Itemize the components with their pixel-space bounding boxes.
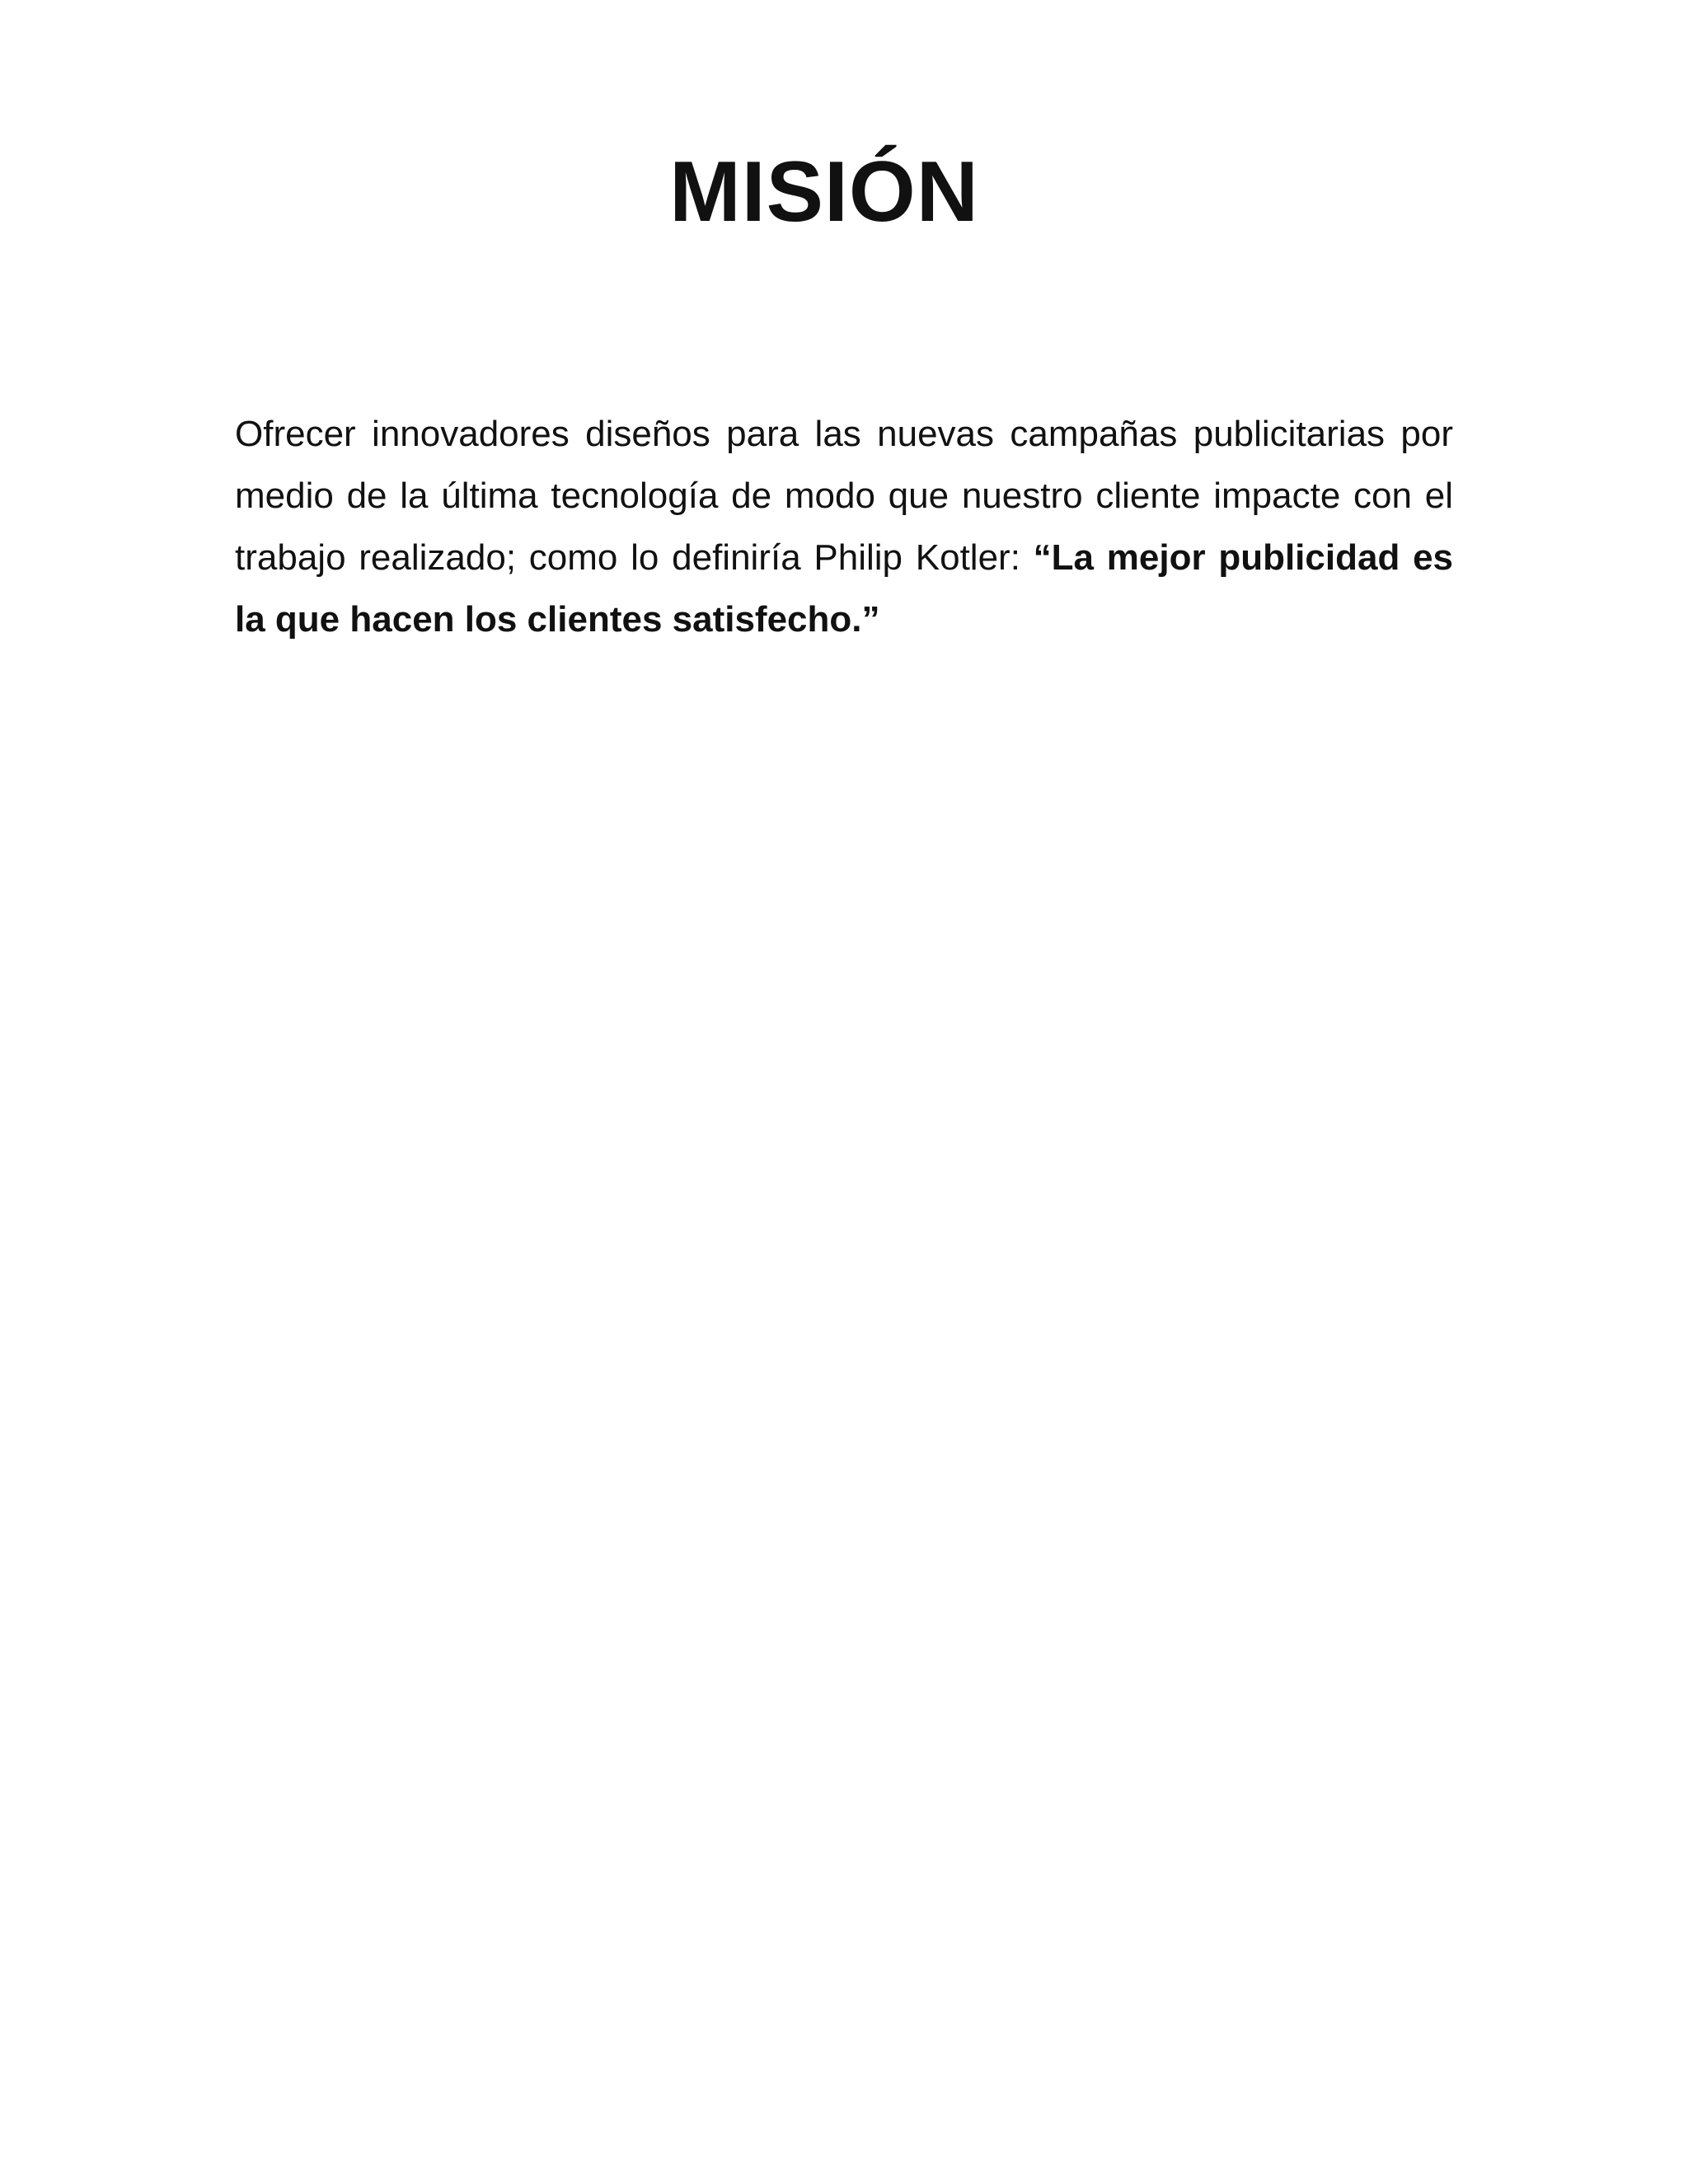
- mission-text: Ofrecer innovadores diseños para las nuevas campañas publicitarias por medio de la última tecnología de modo que nuestro cliente impacte con el trabajo realizado; como lo definiría Philip Kotler:: [235, 414, 1453, 578]
- page-title: MISIÓN: [669, 144, 979, 240]
- kotler-quote: “La mejor publicidad es la que hacen los clientes satisfecho.”: [235, 537, 1454, 640]
- mission-paragraph: [235, 403, 1453, 650]
